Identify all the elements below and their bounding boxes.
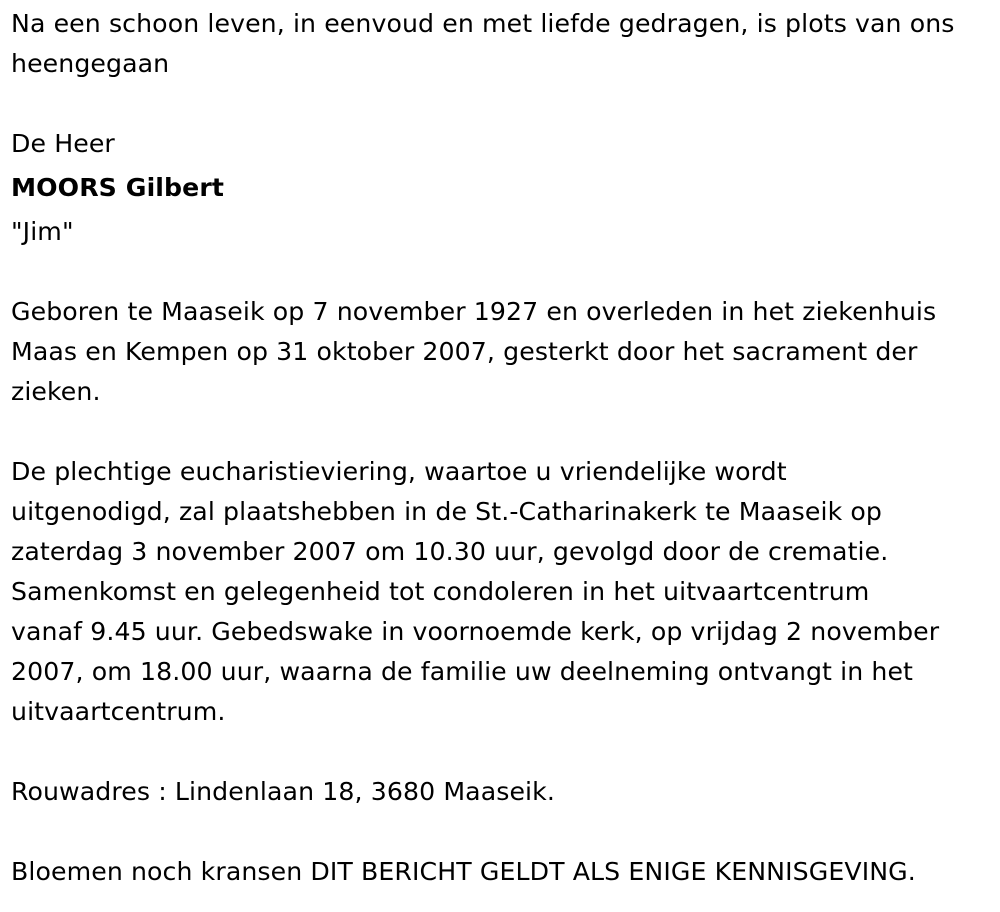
birth-death-paragraph [11, 292, 990, 412]
birth-death-line: zieken. [11, 377, 101, 406]
ceremony-line: vanaf 9.45 uur. Gebedswake in voornoemde kerk, op vrijdag 2 november [11, 617, 940, 646]
deceased-name: MOORS Gilbert [11, 173, 225, 202]
ceremony-line: De plechtige eucharistieviering, waartoe u vriendelijke wordt [11, 457, 787, 486]
intro-line: Na een schoon leven, in eenvoud en met liefde gedragen, is plots van ons [11, 9, 955, 38]
mourning-address: Rouwadres : Lindenlaan 18, 3680 Maaseik. [11, 777, 555, 806]
closing-statement: Bloemen noch kransen DIT BERICHT GELDT ALS ENIGE KENNISGEVING. [11, 857, 916, 886]
honorific: De Heer [11, 129, 115, 158]
ceremony-line: Samenkomst en gelegenheid tot condoleren in het uitvaartcentrum [11, 577, 870, 606]
ceremony-paragraph [11, 452, 990, 732]
spacer [11, 812, 990, 852]
ceremony-line: uitgenodigd, zal plaatshebben in de St.-Catharinakerk te Maaseik op [11, 497, 882, 526]
spacer [11, 732, 990, 772]
ceremony-line: uitvaartcentrum. [11, 697, 226, 726]
ceremony-line: zaterdag 3 november 2007 om 10.30 uur, gevolgd door de crematie. [11, 537, 889, 566]
ceremony-line: 2007, om 18.00 uur, waarna de familie uw deelneming ontvangt in het [11, 657, 914, 686]
spacer [11, 84, 990, 124]
birth-death-line: Maas en Kempen op 31 oktober 2007, gesterkt door het sacrament der [11, 337, 918, 366]
birth-death-line: Geboren te Maaseik op 7 november 1927 en overleden in het ziekenhuis [11, 297, 937, 326]
intro-paragraph [11, 4, 990, 84]
intro-line: heengegaan [11, 49, 170, 78]
spacer [11, 412, 990, 452]
nickname: "Jim" [11, 217, 74, 246]
spacer [11, 252, 990, 292]
